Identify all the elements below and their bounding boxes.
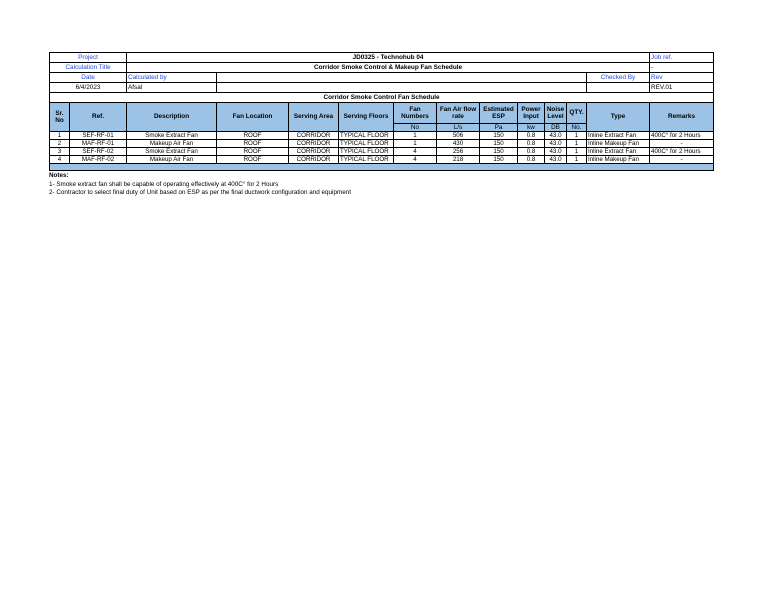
- unit-power: kw: [518, 124, 545, 132]
- col-header-fan-location: Fan Location: [217, 103, 289, 132]
- cell-serving-area: CORRIDOR: [289, 132, 339, 140]
- date-label: Date: [50, 73, 127, 83]
- col-header-noise: Noise Level: [545, 103, 567, 124]
- col-header-serving-floors: Serving Floors: [339, 103, 394, 132]
- cell-esp: 150: [480, 148, 518, 156]
- col-header-serving-area: Serving Area: [289, 103, 339, 132]
- jobref-value: -: [650, 63, 714, 73]
- cell-description: Smoke Extract Fan: [127, 148, 217, 156]
- cell-serving-floors: TYPICAL FLOOR: [339, 132, 394, 140]
- cell-type: Inline Makeup Fan: [587, 156, 650, 164]
- cell-noise: 43.0: [545, 140, 567, 148]
- cell-power: 0.8: [518, 132, 545, 140]
- cell-description: Smoke Extract Fan: [127, 132, 217, 140]
- cell-power: 0.8: [518, 148, 545, 156]
- cell-esp: 150: [480, 140, 518, 148]
- calc-title-label: Calculation Title: [50, 63, 127, 73]
- schedule-rows: [50, 132, 714, 164]
- schedule-title: Corridor Smoke Control Fan Schedule: [50, 93, 714, 103]
- cell-air-flow: 430: [437, 140, 480, 148]
- calculated-by-value: Afsal: [127, 83, 217, 93]
- unit-fan-numbers: No: [394, 124, 437, 132]
- calc-title-value: Corridor Smoke Control & Makeup Fan Schedule: [127, 63, 650, 73]
- cell-fan-location: ROOF: [217, 132, 289, 140]
- cell-serving-area: CORRIDOR: [289, 140, 339, 148]
- cell-fan-numbers: 4: [394, 148, 437, 156]
- cell-qty: 1: [567, 132, 587, 140]
- notes-title: Notes:: [49, 172, 69, 179]
- cell-sr-no: 3: [50, 148, 70, 156]
- cell-remarks: 400C° for 2 Hours: [650, 132, 714, 140]
- blank-cell: [217, 73, 587, 83]
- cell-type: Inline Makeup Fan: [587, 140, 650, 148]
- cell-description: Makeup Air Fan: [127, 140, 217, 148]
- table-row: [50, 156, 714, 164]
- unit-noise: DB: [545, 124, 567, 132]
- schedule-table: [49, 52, 714, 171]
- col-header-qty: QTY.: [567, 103, 587, 124]
- cell-esp: 150: [480, 132, 518, 140]
- cell-type: Inline Extract Fan: [587, 132, 650, 140]
- note-item: 1- Smoke extract fan shall be capable of operating effectively at 400C° for 2 Hours: [49, 180, 279, 188]
- cell-power: 0.8: [518, 156, 545, 164]
- rev-label: Rev: [650, 73, 714, 83]
- cell-sr-no: 1: [50, 132, 70, 140]
- cell-qty: 1: [567, 148, 587, 156]
- col-header-air-flow: Fan Air flow rate: [437, 103, 480, 124]
- cell-air-flow: 506: [437, 132, 480, 140]
- table-row: [50, 148, 714, 156]
- unit-qty: No.: [567, 124, 587, 132]
- cell-fan-location: ROOF: [217, 148, 289, 156]
- cell-serving-area: CORRIDOR: [289, 156, 339, 164]
- cell-serving-floors: TYPICAL FLOOR: [339, 140, 394, 148]
- jobref-label: Job ref.: [650, 53, 714, 63]
- cell-noise: 43.0: [545, 132, 567, 140]
- cell-serving-floors: TYPICAL FLOOR: [339, 148, 394, 156]
- cell-description: Makeup Air Fan: [127, 156, 217, 164]
- cell-qty: 1: [567, 156, 587, 164]
- cell-sr-no: 4: [50, 156, 70, 164]
- cell-fan-numbers: 1: [394, 132, 437, 140]
- cell-serving-floors: TYPICAL FLOOR: [339, 156, 394, 164]
- cell-sr-no: 2: [50, 140, 70, 148]
- blank-cell: [217, 83, 587, 93]
- cell-noise: 43.0: [545, 148, 567, 156]
- cell-remarks: 400C° for 2 Hours: [650, 148, 714, 156]
- table-row: [50, 132, 714, 140]
- col-header-ref: Ref.: [70, 103, 127, 132]
- cell-remarks: -: [650, 156, 714, 164]
- cell-ref: MAF-RF-01: [70, 140, 127, 148]
- col-header-power: Power Input: [518, 103, 545, 124]
- cell-type: Inline Extract Fan: [587, 148, 650, 156]
- unit-air-flow: L/s: [437, 124, 480, 132]
- notes-section: [49, 172, 351, 198]
- date-value: 6/4/2023: [50, 83, 127, 93]
- col-header-esp: Estimated ESP: [480, 103, 518, 124]
- col-header-fan-numbers: Fan Numbers: [394, 103, 437, 124]
- cell-power: 0.8: [518, 140, 545, 148]
- table-row: [50, 140, 714, 148]
- project-label: Project: [50, 53, 127, 63]
- cell-fan-numbers: 1: [394, 140, 437, 148]
- col-header-sr-no: Sr. No: [50, 103, 70, 132]
- cell-ref: SEF-RF-02: [70, 148, 127, 156]
- cell-noise: 43.0: [545, 156, 567, 164]
- cell-ref: MAF-RF-02: [70, 156, 127, 164]
- cell-serving-area: CORRIDOR: [289, 148, 339, 156]
- cell-fan-numbers: 4: [394, 156, 437, 164]
- unit-esp: Pa: [480, 124, 518, 132]
- cell-qty: 1: [567, 140, 587, 148]
- col-header-description: Description: [127, 103, 217, 132]
- rev-value: REV.01: [650, 83, 714, 93]
- project-value: JD0325 - Technohub 04: [127, 53, 650, 63]
- cell-fan-location: ROOF: [217, 140, 289, 148]
- cell-air-flow: 256: [437, 148, 480, 156]
- cell-remarks: -: [650, 140, 714, 148]
- cell-esp: 150: [480, 156, 518, 164]
- cell-ref: SEF-RF-01: [70, 132, 127, 140]
- note-item: 2- Contractor to select final duty of Unit based on ESP as per the final ductwork configuration and equipment: [49, 189, 351, 196]
- calculated-by-label: Calculated by: [127, 73, 217, 83]
- cell-fan-location: ROOF: [217, 156, 289, 164]
- cell-air-flow: 218: [437, 156, 480, 164]
- checked-by-value: [587, 83, 650, 93]
- fan-schedule-sheet: [49, 52, 713, 171]
- col-header-type: Type: [587, 103, 650, 132]
- col-header-remarks: Remarks: [650, 103, 714, 132]
- table-footer-bar: [50, 164, 714, 171]
- checked-by-label: Checked By: [587, 73, 650, 83]
